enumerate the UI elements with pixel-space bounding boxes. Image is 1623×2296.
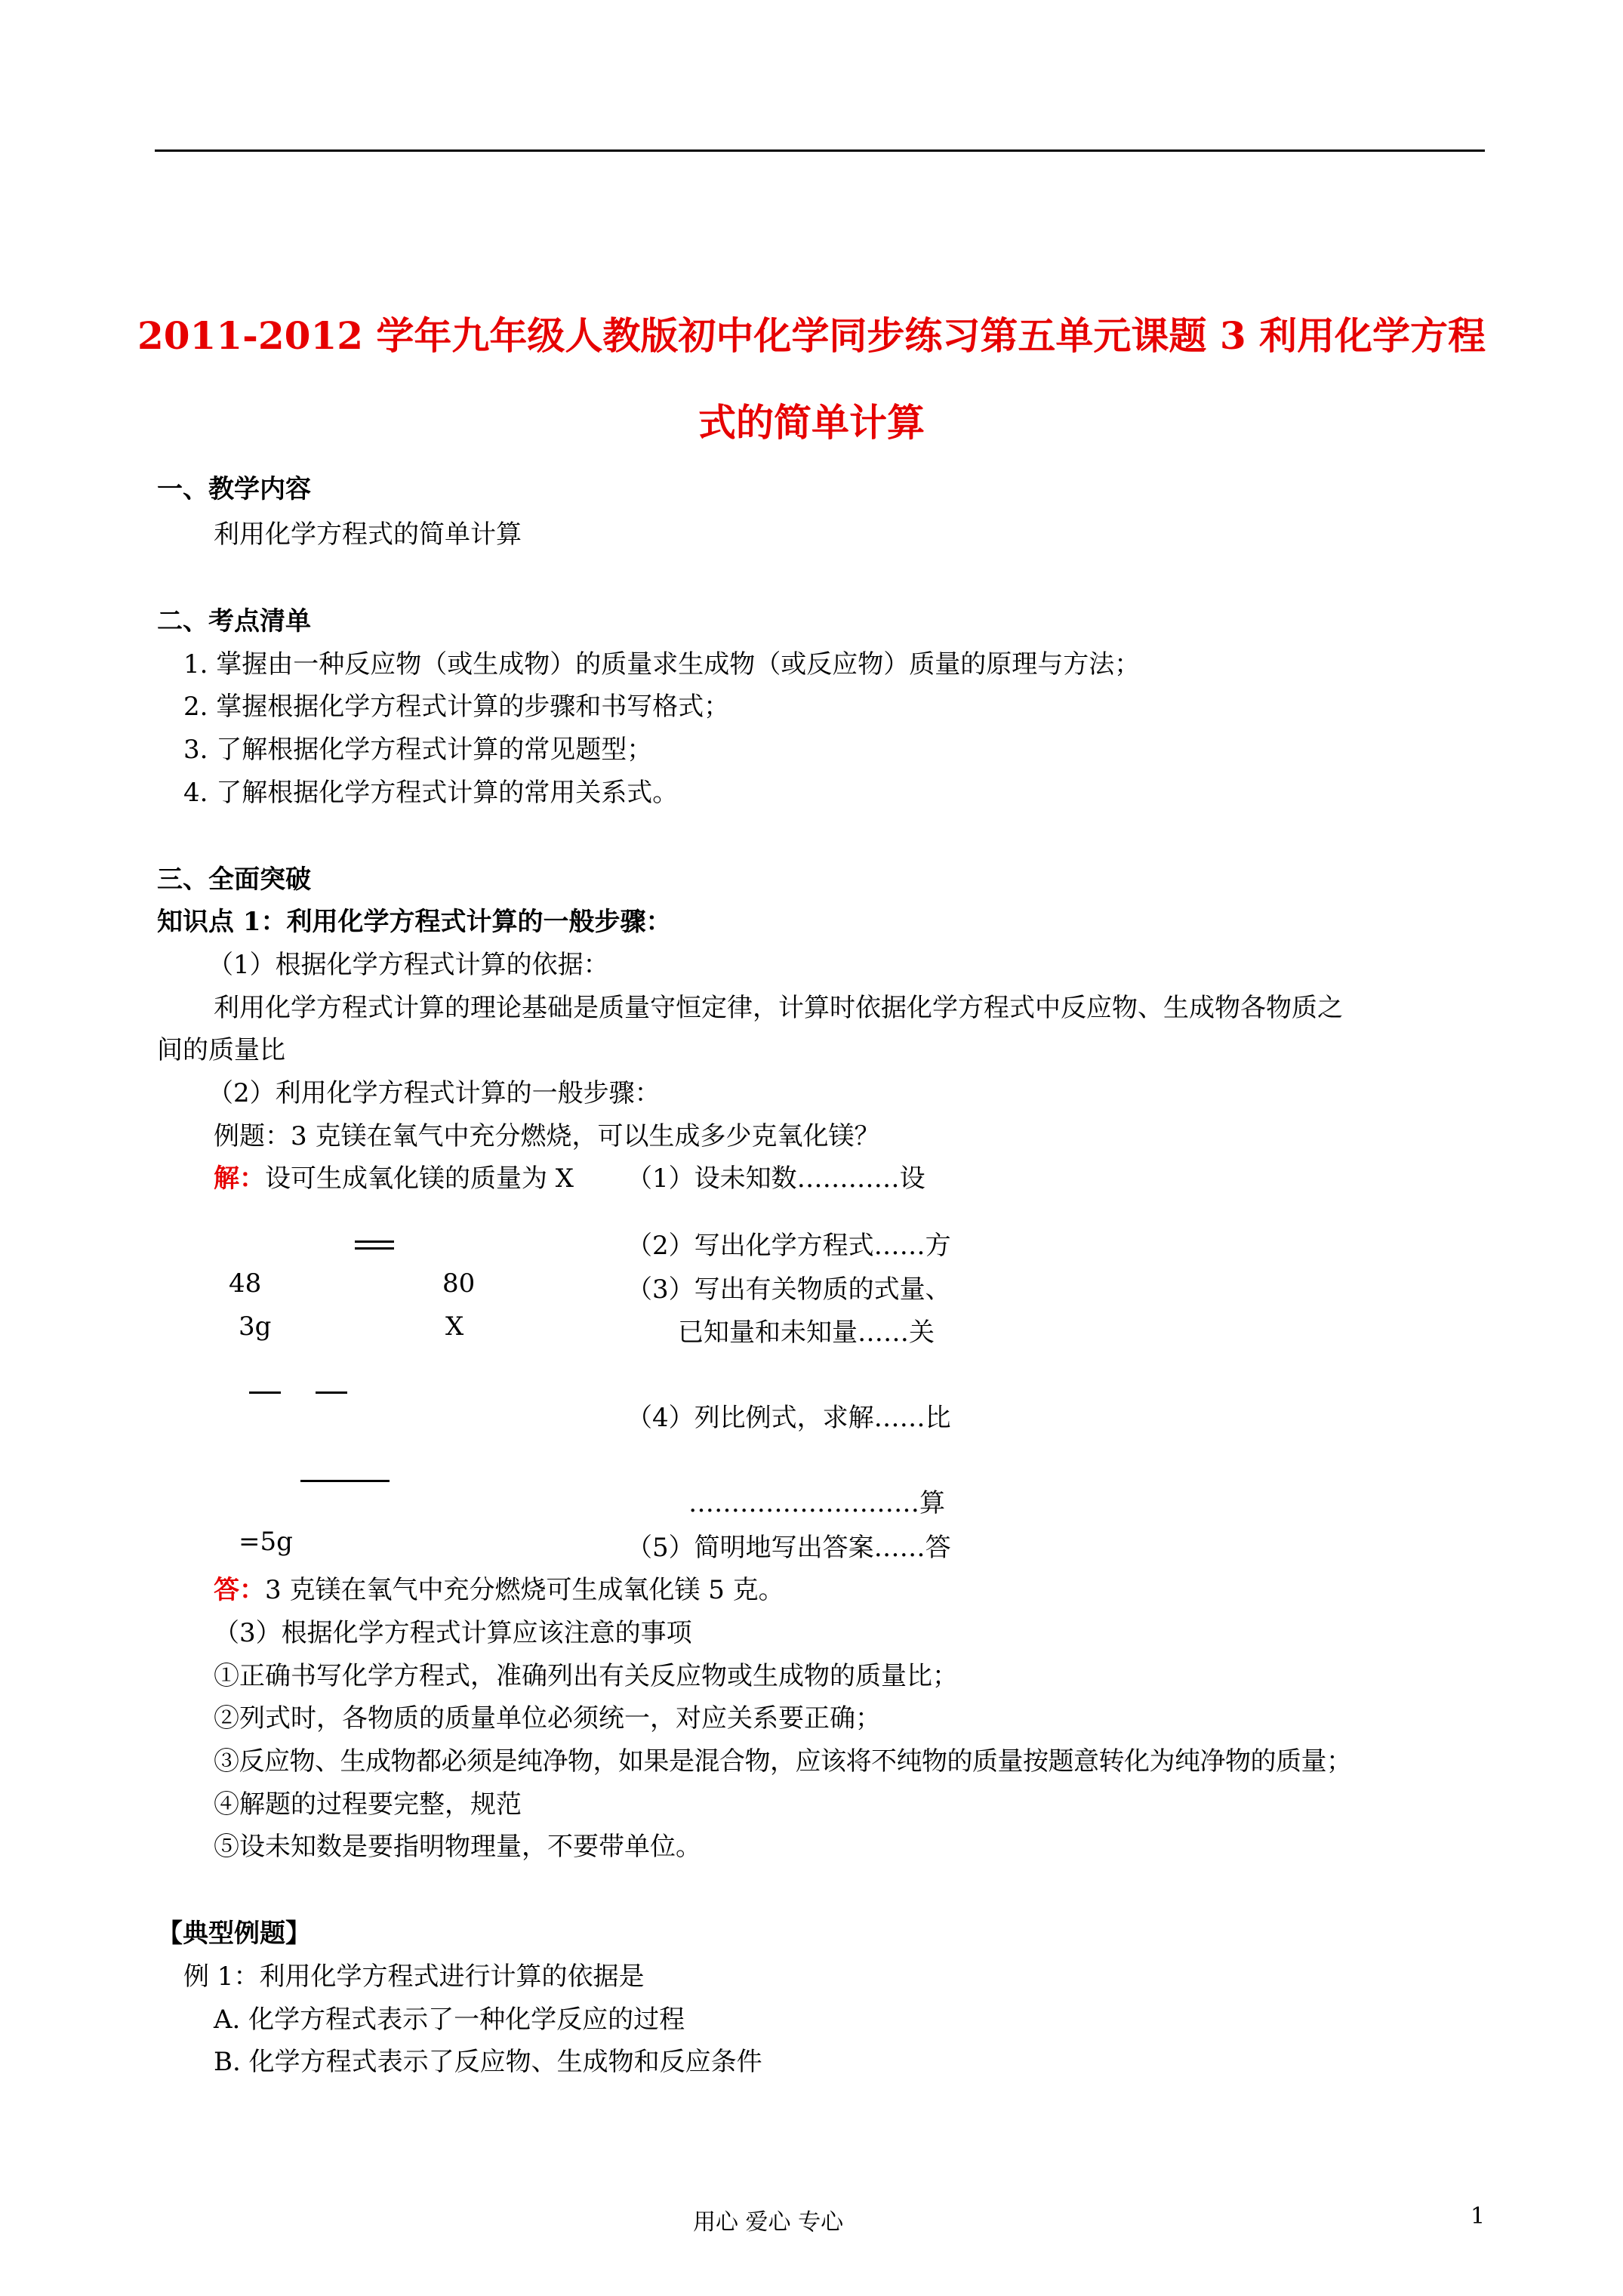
- fraction-bar-result: [300, 1480, 390, 1482]
- header-rule: [155, 149, 1485, 152]
- answer-label: 答：: [214, 1575, 265, 1605]
- result-value: =5g: [239, 1527, 293, 1557]
- step-2: （2）写出化学方程式……方: [627, 1231, 951, 1261]
- section1-heading: 一、教学内容: [157, 474, 311, 504]
- mass-3g: 3g: [239, 1311, 272, 1342]
- subsection-3-title: （3）根据化学方程式计算应该注意的事项: [214, 1618, 692, 1648]
- mass-80: 80: [442, 1268, 476, 1299]
- document-title-line2: 式的简单计算: [698, 400, 925, 445]
- equals-line-bottom: [355, 1247, 394, 1250]
- solution-label: 解：: [214, 1163, 265, 1194]
- paragraph-line: 利用化学方程式计算的理论基础是质量守恒定律，计算时依据化学方程式中反应物、生成物各物质之: [214, 993, 1343, 1023]
- equals-line-top: [355, 1240, 394, 1243]
- note-item: ②列式时，各物质的质量单位必须统一，对应关系要正确；: [214, 1703, 881, 1734]
- section3-heading: 三、全面突破: [157, 864, 311, 895]
- step-1: （1）设未知数…………设: [627, 1163, 925, 1194]
- note-item: ③反应物、生成物都必须是纯净物，如果是混合物，应该将不纯物的质量按题意转化为纯净物的质量；: [214, 1746, 1352, 1777]
- fraction-bar-left: [249, 1391, 281, 1394]
- step-4-calc: ………………………算: [688, 1488, 945, 1518]
- step-3a: （3）写出有关物质的式量、: [627, 1274, 951, 1305]
- footer-motto: 用心 爱心 专心: [693, 2209, 844, 2236]
- section2-heading: 二、考点清单: [157, 606, 311, 636]
- solution-text: 设可生成氧化镁的质量为 X: [265, 1163, 574, 1194]
- list-item: 3. 了解根据化学方程式计算的常见题型；: [183, 735, 653, 765]
- note-item: ④解题的过程要完整，规范: [214, 1789, 522, 1820]
- knowledge-point-1: 知识点 1：利用化学方程式计算的一般步骤：: [157, 907, 672, 937]
- list-item: 2. 掌握根据化学方程式计算的步骤和书写格式；: [183, 692, 730, 722]
- example-1: 例 1：利用化学方程式进行计算的依据是: [183, 1962, 645, 1992]
- solution-line: [214, 1157, 574, 1194]
- option-b: B. 化学方程式表示了反应物、生成物和反应条件: [214, 2047, 762, 2077]
- list-item: 1. 掌握由一种反应物（或生成物）的质量求生成物（或反应物）质量的原理与方法；: [183, 649, 1141, 680]
- section1-content: 利用化学方程式的简单计算: [214, 519, 522, 550]
- mass-x: X: [445, 1311, 464, 1342]
- step-4: （4）列比例式，求解……比: [627, 1403, 951, 1433]
- page-number: 1: [1471, 2203, 1486, 2230]
- mass-48: 48: [229, 1268, 262, 1299]
- subsection-2-title: （2）利用化学方程式计算的一般步骤：: [208, 1078, 661, 1108]
- note-item: ⑤设未知数是要指明物理量，不要带单位。: [214, 1832, 701, 1862]
- step-5: （5）简明地写出答案……答: [627, 1533, 951, 1563]
- examples-heading: 【典型例题】: [157, 1918, 311, 1949]
- fraction-bar-right: [316, 1391, 347, 1394]
- step-3b: 已知量和未知量……关: [678, 1318, 935, 1348]
- document-title-line1: 2011-2012 学年九年级人教版初中化学同步练习第五单元课题 3 利用化学方程: [137, 313, 1486, 358]
- paragraph-line: 间的质量比: [157, 1035, 285, 1065]
- example-question: 例题：3 克镁在氧气中充分燃烧，可以生成多少克氧化镁？: [214, 1121, 880, 1151]
- list-item: 4. 了解根据化学方程式计算的常用关系式。: [183, 778, 679, 808]
- answer-line: [214, 1569, 784, 1606]
- note-item: ①正确书写化学方程式，准确列出有关反应物或生成物的质量比；: [214, 1661, 958, 1691]
- answer-text: 3 克镁在氧气中充分燃烧可生成氧化镁 5 克。: [265, 1575, 784, 1605]
- option-a: A. 化学方程式表示了一种化学反应的过程: [214, 2005, 685, 2035]
- subsection-1-title: （1）根据化学方程式计算的依据：: [208, 950, 609, 980]
